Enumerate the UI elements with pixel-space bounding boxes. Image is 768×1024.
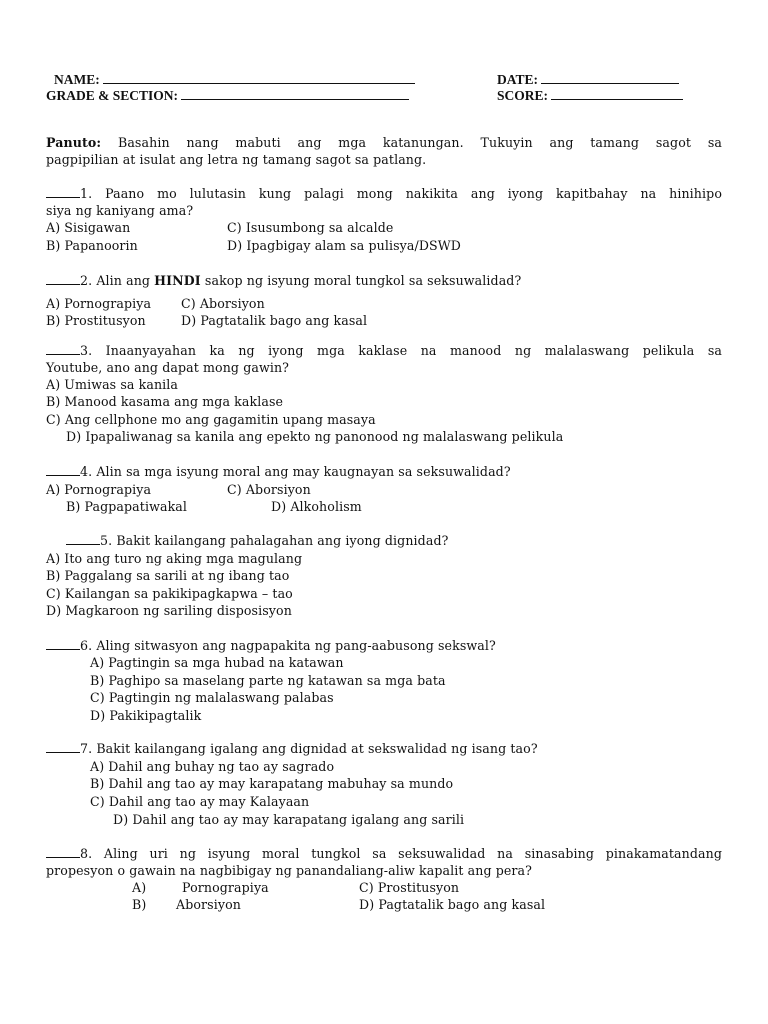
instructions-line-2: pagpipilian at isulat ang letra ng tamang sagot sa patlang. (46, 152, 427, 167)
question-2-text-post: sakop ng isyung moral tungkol sa seksuwalidad? (200, 273, 522, 288)
q4-option-c: C) Aborsiyon (227, 482, 311, 497)
answer-blank-2[interactable] (46, 273, 80, 285)
q6-option-d: D) Pakikipagtalik (90, 708, 202, 723)
question-6-text: 6. Aling sitwasyon ang nagpapakita ng pang-aabusong sekswal? (80, 638, 496, 653)
question-2-line-1 (46, 273, 521, 289)
q6-option-a: A) Pagtingin sa mga hubad na katawan (90, 655, 344, 670)
question-7-text: 7. Bakit kailangang igalang ang dignidad at sekswalidad ng isang tao? (80, 741, 538, 756)
q7-option-d: D) Dahil ang tao ay may karapatang igalang ang sarili (113, 812, 465, 827)
answer-blank-6[interactable] (46, 638, 80, 650)
date-label: DATE: (497, 72, 539, 87)
q3-option-a: A) Umiwas sa kanila (46, 377, 179, 392)
question-4-text: 4. Alin sa mga isyung moral ang may kaugnayan sa seksuwalidad? (80, 464, 511, 479)
q7-option-b: B) Dahil ang tao ay may karapatang mabuhay sa mundo (90, 776, 454, 791)
instructions-label: Panuto: (46, 135, 102, 150)
q1-option-c: C) Isusumbong sa alcalde (227, 220, 394, 235)
q5-option-c: C) Kailangan sa pakikipagkapwa – tao (46, 586, 293, 601)
date-blank[interactable] (541, 71, 679, 84)
q8-option-a-letter: A) (132, 880, 147, 895)
q6-option-c: C) Pagtingin ng malalaswang palabas (90, 690, 334, 705)
q3-option-d: D) Ipapaliwanag sa kanila ang epekto ng panonood ng malalaswang pelikula (66, 429, 564, 444)
q1-option-a: A) Sisigawan (46, 220, 131, 235)
name-label: NAME: (54, 72, 100, 87)
q5-option-b: B) Paggalang sa sarili at ng ibang tao (46, 568, 290, 583)
q4-option-b: B) Pagpapatiwakal (66, 499, 188, 514)
question-3-line-1 (46, 343, 722, 359)
question-3-text: 3. Inaanyayahan ka ng iyong mga kaklase na manood ng malalaswang pelikula sa (80, 343, 722, 358)
question-1-line-2: siya ng kaniyang ama? (46, 203, 194, 218)
grade-section-label: GRADE & SECTION: (46, 88, 179, 103)
instructions-text-1: Basahin nang mabuti ang mga katanungan. Tukuyin ang tamang sagot sa (117, 135, 722, 150)
score-blank[interactable] (551, 87, 683, 100)
q3-option-b: B) Manood kasama ang mga kaklase (46, 394, 284, 409)
q7-option-c: C) Dahil ang tao ay may Kalayaan (90, 794, 310, 809)
answer-blank-3[interactable] (46, 343, 80, 355)
question-5-text: 5. Bakit kailangang pahalagahan ang iyong dignidad? (100, 533, 449, 548)
question-7-line-1 (46, 741, 538, 757)
grade-section-field[interactable] (46, 87, 409, 104)
name-field[interactable] (54, 71, 415, 88)
q5-option-d: D) Magkaroon ng sariling disposisyon (46, 603, 292, 618)
answer-blank-4[interactable] (46, 464, 80, 476)
q3-option-c: C) Ang cellphone mo ang gagamitin upang masaya (46, 412, 376, 427)
grade-section-blank[interactable] (181, 87, 409, 100)
score-label: SCORE: (497, 88, 549, 103)
q8-option-b-letter: B) (132, 897, 147, 912)
question-5-line-1 (66, 533, 448, 549)
question-8-line-1 (46, 846, 722, 862)
q1-option-b: B) Papanoorin (46, 238, 138, 253)
q2-option-d: D) Pagtatalik bago ang kasal (181, 313, 368, 328)
q4-option-a: A) Pornograpiya (46, 482, 152, 497)
question-1-line-1 (46, 186, 722, 202)
q1-option-d: D) Ipagbigay alam sa pulisya/DSWD (227, 238, 461, 253)
q6-option-b: B) Paghipo sa maselang parte ng katawan sa mga bata (90, 673, 446, 688)
question-6-line-1 (46, 638, 496, 654)
q8-option-d: D) Pagtatalik bago ang kasal (359, 897, 546, 912)
question-4-line-1 (46, 464, 511, 480)
answer-blank-5[interactable] (66, 533, 100, 545)
question-8-text: 8. Aling uri ng isyung moral tungkol sa seksuwalidad na sinasabing pinakamatandang (80, 846, 722, 861)
instructions-line-1 (46, 135, 722, 151)
answer-blank-1[interactable] (46, 186, 80, 198)
name-blank[interactable] (103, 71, 415, 84)
q2-option-c: C) Aborsiyon (181, 296, 265, 311)
q8-option-b-text: Aborsiyon (176, 897, 241, 912)
q8-option-c: C) Prostitusyon (359, 880, 460, 895)
score-field[interactable] (497, 87, 683, 104)
q2-option-a: A) Pornograpiya (46, 296, 152, 311)
q5-option-a: A) Ito ang turo ng aking mga magulang (46, 551, 303, 566)
question-3-line-2: Youtube, ano ang dapat mong gawin? (46, 360, 290, 375)
answer-blank-7[interactable] (46, 741, 80, 753)
answer-blank-8[interactable] (46, 846, 80, 858)
question-1-text: 1. Paano mo lulutasin kung palagi mong nakikita ang iyong kapitbahay na hinihipo (80, 186, 722, 201)
q7-option-a: A) Dahil ang buhay ng tao ay sagrado (90, 759, 335, 774)
q8-option-a-text: Pornograpiya (182, 880, 269, 895)
date-field[interactable] (497, 71, 679, 88)
question-8-line-2: propesyon o gawain na nagbibigay ng panandaliang-aliw kapalit ang pera? (46, 863, 533, 878)
q4-option-d: D) Alkoholism (271, 499, 362, 514)
q2-option-b: B) Prostitusyon (46, 313, 146, 328)
question-2-text-pre: 2. Alin ang (80, 273, 155, 288)
question-2-emphasis: HINDI (154, 273, 201, 288)
